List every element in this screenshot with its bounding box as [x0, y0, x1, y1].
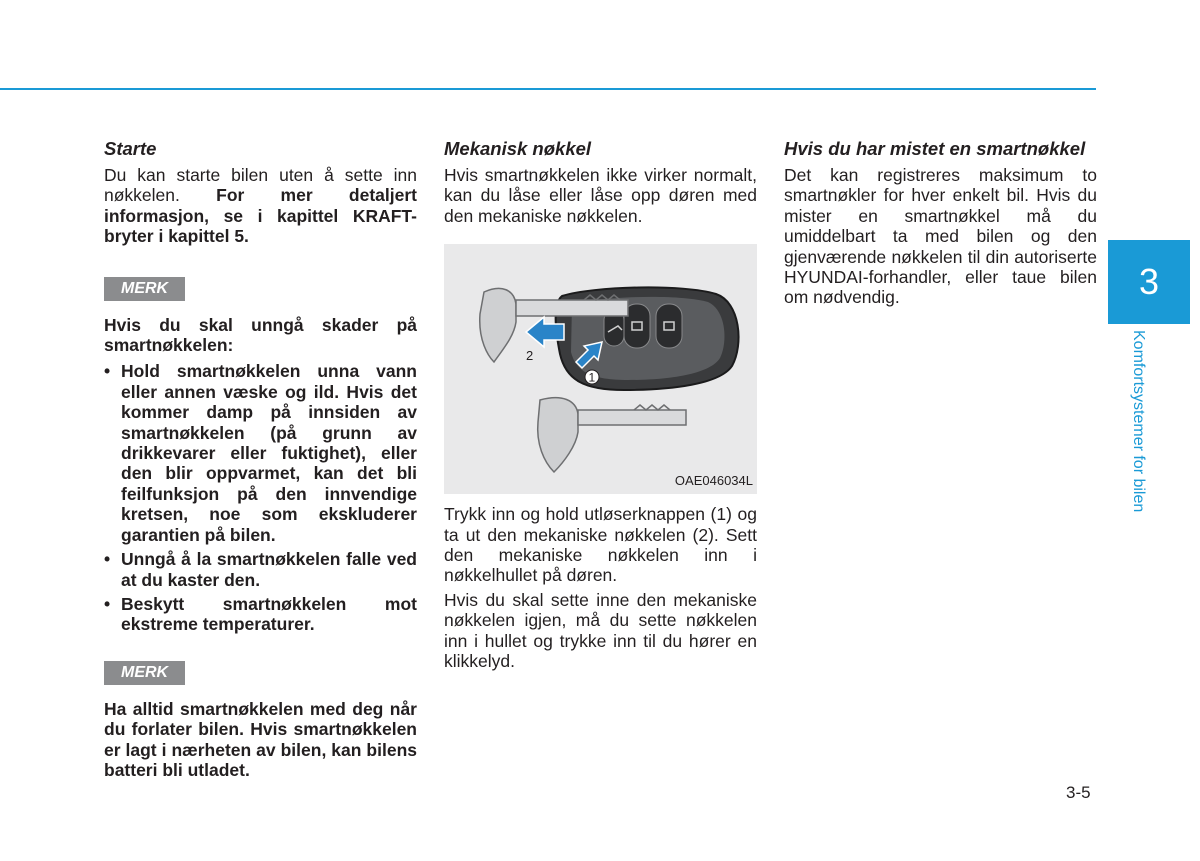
note-label: MERK	[104, 277, 185, 301]
section-heading-starte: Starte	[104, 138, 157, 159]
callout-1: 1	[588, 370, 596, 385]
section-heading-mekanisk: Mekanisk nøkkel	[444, 138, 592, 159]
column-mekanisk-nokkel	[444, 138, 757, 671]
starte-intro-text: Du kan starte bilen uten å sette inn nøkkelen.	[104, 165, 417, 206]
mekanisk-paragraph-1: Trykk inn og hold utløserknappen (1) og ta ut den mekaniske nøkkelen (2). Sett den mekaniske nøkkelen inn i nøkkelhullet på døren.	[444, 504, 757, 586]
page-number: 3-5	[1066, 783, 1091, 802]
list-item: • Unngå å la smartnøkkelen falle ved at du kaster den.	[104, 549, 417, 590]
column-starte	[104, 138, 417, 780]
note-text: Ha alltid smartnøkkelen med deg når du forlater bilen. Hvis smartnøkkelen er lagt i nærheten av bilen, kan bilens batteri bli utladet.	[104, 698, 417, 780]
callout-2: 2	[526, 348, 534, 364]
list-item: • Beskytt smartnøkkelen mot ekstreme temperaturer.	[104, 594, 417, 635]
smart-key-drawing	[444, 244, 757, 494]
column-mistet-nokkel	[784, 138, 1097, 308]
note-bullet-list	[104, 361, 417, 634]
chapter-title: Komfortsystemer for bilen	[1130, 330, 1147, 513]
mistet-paragraph: Det kan registreres maksimum to smartnøkler for hver enkelt bil. Hvis du mister en smartnøkkel må du umiddelbart ta med bilen og den gjenværende nøkkelen til din autoriserte HYUNDAI-forhandler, eller taue bilen om nødvendig.	[784, 165, 1097, 308]
note-title: Hvis du skal unngå skader på smartnøkkelen:	[104, 314, 417, 356]
list-item: • Hold smartnøkkelen unna vann eller annen væske og ild. Hvis det kommer damp på innsiden av smartnøkkelen (på grunn av drikkevarer eller fuktighet), eller den blir oppvarmet, kan det bli feilfunksjon på den innvendige kretsen, noe som ekskluderer garantien på bilen.	[104, 361, 417, 545]
mekanisk-paragraph-2: Hvis du skal sette inne den mekaniske nøkkelen igjen, må du sette nøkkelen inn i hullet og trykke inn til du hører en klikkelyd.	[444, 589, 757, 672]
smart-key-illustration	[444, 244, 757, 494]
mekanisk-intro: Hvis smartnøkkelen ikke virker normalt, kan du låse eller låse opp døren med den mekaniske nøkkelen.	[444, 165, 757, 226]
mechanical-key-spare	[538, 398, 686, 472]
section-heading-mistet: Hvis du har mistet en smartnøkkel	[784, 138, 1086, 159]
starte-paragraph	[104, 165, 417, 247]
chapter-number-tab: 3	[1108, 240, 1190, 324]
note-label: MERK	[104, 661, 185, 685]
starte-reference-text: For mer detaljert informasjon, se i kapittel KRAFT-bryter i kapittel 5.	[104, 185, 417, 247]
header-rule	[0, 88, 1096, 90]
figure-code: OAE046034L	[674, 473, 753, 489]
